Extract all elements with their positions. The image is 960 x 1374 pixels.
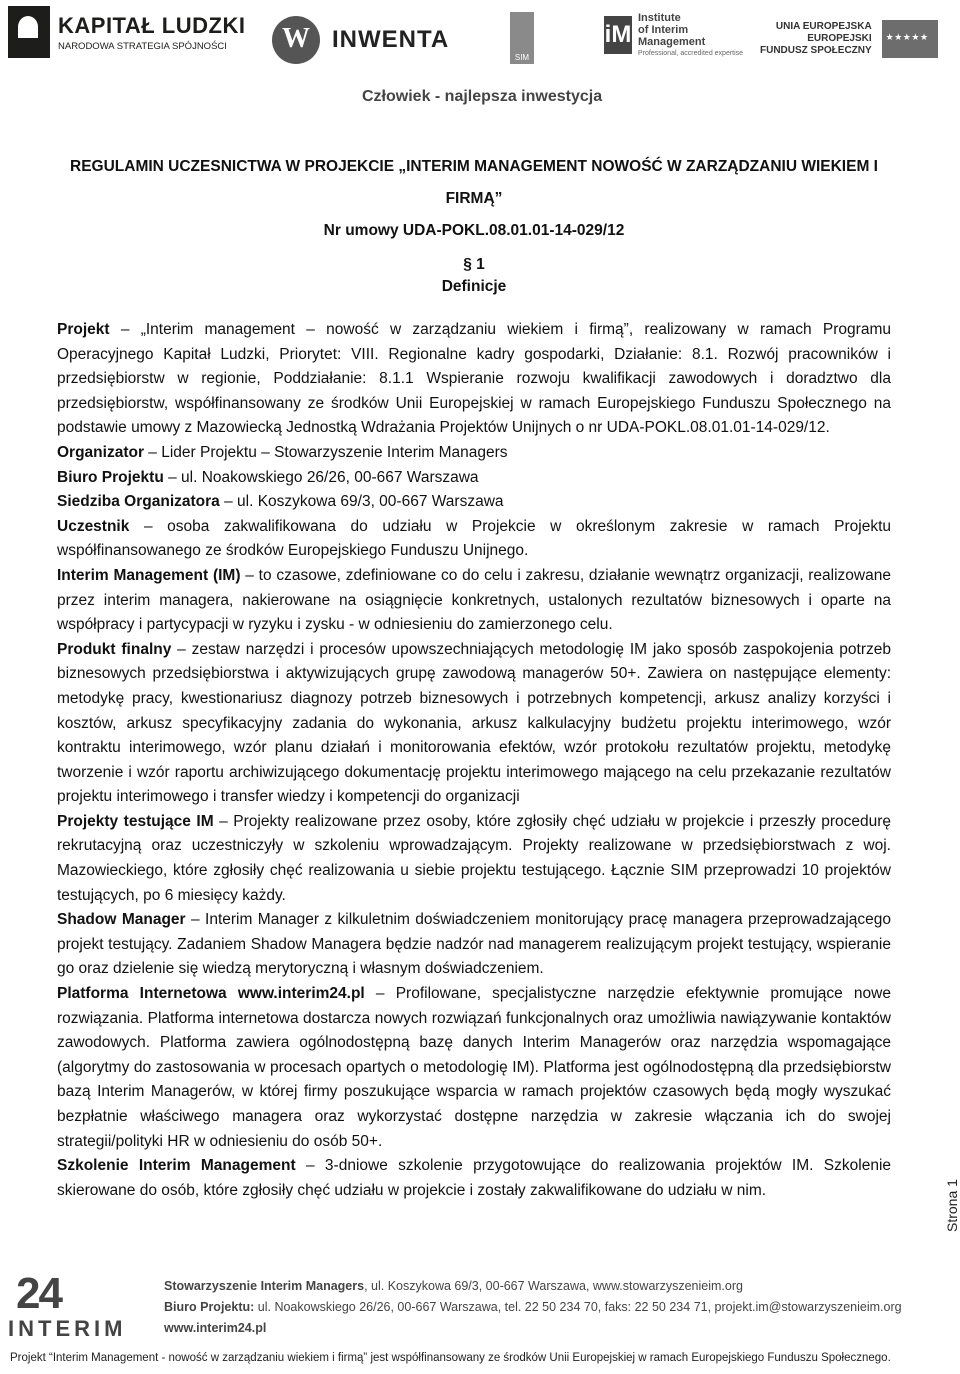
definition-term: Projekt <box>57 321 110 338</box>
definition-term: Szkolenie Interim Management <box>57 1157 296 1175</box>
website-link[interactable]: www.interim24.pl <box>164 1321 267 1335</box>
definition-paragraph <box>57 515 891 564</box>
section-number: § 1 <box>463 256 485 273</box>
footer-line-association <box>164 1276 902 1297</box>
definition-term: Biuro Projektu <box>57 468 164 486</box>
definition-paragraph <box>57 982 891 1154</box>
contract-number: Nr umowy UDA-POKL.08.01.01-14-029/12 <box>323 222 625 239</box>
definition-term: Interim Management (IM) <box>57 566 241 584</box>
definition-text: – 3-dniowe szkolenie przygotowujące do realizowania projektów IM. Szkolenie skierowane do osób, które zgłosiły chęć udziału w projekcie i zostały zakwalifikowane do udziału w nim. <box>57 1157 892 1199</box>
footer-cofinancing-note: Projekt “Interim Management - nowość w zarządzaniu wiekiem i firmą” jest współfinansowany ze środków Unii Europejskiej w ramach Europejskiego Funduszu Społecznego. <box>10 1352 891 1364</box>
definitions-body <box>57 318 891 1203</box>
definition-paragraph <box>57 1154 891 1203</box>
definition-text: – Projekty realizowane przez osoby, które zgłosiły chęć udziału w projekcie i przeszły procedurę rekrutacyjną oraz uczestniczyły w szkoleniu wprowadzającym. Projekty realizowane w przedsiębiorstwach z woj. Mazowieckiego, które zgłosiły chęć realizowania u siebie projektu testującego. Łącznie SIM przeprowadzi 10 projektów testujących, po 6 miesięcy każdy. <box>57 812 892 904</box>
definition-text: – ul. Koszykowa 69/3, 00-667 Warszawa <box>219 493 504 511</box>
kapital-ludzki-emblem-icon <box>8 6 50 58</box>
definition-text: – to czasowe, zdefiniowane co do celu i zakresu, działanie wewnątrz organizacji, realizowane przez interim managera, nakierowane na osiągnięcie konkretnych, ustalonych rezultatów biznesowych i oparte na współpracy i partycypacji w ryzyku i zysku - w odniesieniu do zamierzonego celu. <box>57 566 891 634</box>
inwenta-name: INWENTA <box>332 26 450 53</box>
office-address: ul. Noakowskiego 26/26, 00-667 Warszawa, tel. 22 50 234 70, faks: 22 50 234 71, projekt.im@stowarzyszenieim.org <box>254 1300 902 1314</box>
definition-term: Projekty testujące IM <box>57 812 214 830</box>
definition-text: – Lider Projektu – Stowarzyszenie Interim Managers <box>143 443 508 461</box>
section-title: Definicje <box>441 278 507 295</box>
definition-paragraph <box>57 810 891 908</box>
definition-text: – zestaw narzędzi i procesów upowszechniających metodologię IM jako sposób zaspokojenia potrzeb biznesowych przedsiębiorstwa i aktywizujących grupę zawodową managerów 50+. Zawiera on następujące elementy: metodykę pracy, kwestionariusz diagnozy potrzeb biznesowych i potrzebnych kompetencji, arkusz analizy korzyści i kosztów, arkusz specyfikacyjny zadania do wykonania, arkusz kalkulacyjny budżetu projektu interimowego, wzór kontraktu interimowego, wzór planu działań i monitorowania efektów, wzór protokołu rezultatów projektu, metodykę tworzenie i wzór raportu archiwizującego dokumentację projektu interimowego mającego na celu przekazanie rezultatów projektu interimowego i transfer wiedzy i kompetencji do organizacji <box>57 640 891 806</box>
interim24-logo <box>8 1269 148 1342</box>
office-label: Biuro Projektu: <box>164 1300 255 1314</box>
definition-term: Platforma Internetowa www.interim24.pl <box>57 985 365 1003</box>
eu-flag-icon <box>882 20 938 58</box>
kapital-ludzki-logo <box>8 6 245 58</box>
document-title-line2: FIRMĄ” <box>445 190 503 207</box>
inwenta-emblem-icon <box>272 16 320 64</box>
iim-logo <box>604 12 743 57</box>
iim-emblem-icon: iM <box>604 16 632 54</box>
definition-paragraph <box>57 638 891 810</box>
definition-paragraph <box>57 466 891 491</box>
ue-line1: UNIA EUROPEJSKA <box>775 21 872 32</box>
interim24-number: 24 <box>16 1269 61 1318</box>
definition-paragraph <box>57 908 891 982</box>
eu-logo <box>760 20 938 58</box>
definition-text: – Interim Manager z kilkuletnim doświadczeniem monitorujący pracę managera przeprowadzającego projekt testujący. Zadaniem Shadow Managera będzie nadzór nad managerem realizującym projekt testujący, wspieranie go oraz dzielenie się wiedzą merytoryczną i własnym doświadczeniem. <box>57 911 892 978</box>
iim-tagline: Professional, accredited expertise <box>638 50 744 57</box>
definition-paragraph <box>57 318 891 441</box>
iim-line2: of Interim <box>638 24 689 36</box>
definition-text: – Profilowane, specjalistyczne narzędzie efektywnie promujące nowe rozwiązania. Platforma internetowa dostarcza nowych rozwiązań funkcjonalnych oraz umożliwia nawiązywanie kontaktów zawodowych. Platforma zawiera ogólnodostępną bazę danych Interim Managerów oraz narzędzia wspomagające (algorytmy do zastosowania w procesach opartych o metodologię IM). Platforma jest ogólnodostępną dla przedsiębiorstw bazą Interim Managerów, w której firmy poszukujące wsparcia w ramach projektów czasowych będą mogły wyszukać bezpłatnie właściwego managera oraz wykorzystać dostępne narzędzia w zakresie włączania ich do swojej strategii/polityki HR w odniesieniu do osób 50+. <box>57 985 891 1150</box>
definition-term: Produkt finalny <box>57 640 172 658</box>
inwenta-logo <box>272 16 449 64</box>
footer-website[interactable] <box>164 1318 902 1339</box>
definition-term: Organizator <box>57 443 144 461</box>
definition-paragraph <box>57 441 891 466</box>
ue-line2: EUROPEJSKI <box>807 33 872 44</box>
definition-term: Siedziba Organizatora <box>57 493 220 511</box>
ue-line3: FUNDUSZ SPOŁECZNY <box>760 45 872 56</box>
footer-contact <box>164 1276 902 1339</box>
motto: Człowiek - najlepsza inwestycja <box>362 88 603 105</box>
sim-logo: SIM <box>510 12 534 64</box>
footer-line-office <box>164 1297 902 1318</box>
interim24-word: INTERIM <box>8 1316 127 1341</box>
definition-text: – osoba zakwalifikowana do udziału w Projekcie w określonym zakresie w ramach Projektu współfinansowanego ze środków Europejskiego Funduszu Unijnego. <box>57 517 891 560</box>
kl-subtitle: NARODOWA STRATEGIA SPÓJNOŚCI <box>58 40 227 52</box>
definition-paragraph <box>57 490 891 515</box>
iim-line1: Institute <box>638 12 681 24</box>
iim-line3: Management <box>638 36 706 48</box>
kl-title: KAPITAŁ LUDZKI <box>58 12 246 38</box>
definition-text: – ul. Noakowskiego 26/26, 00-667 Warszawa <box>163 468 479 486</box>
definition-text: – „Interim management – nowość w zarządzaniu wiekiem i firmą”, realizowany w ramach Programu Operacyjnego Kapitał Ludzki, Priorytet: VIII. Regionalne kadry gospodarki, Działanie: 8.1. Rozwój pracowników i przedsiębiorstw w regionie, Poddziałanie: 8.1.1 Wspieranie rozwoju kwalifikacji zawodowych i doradztwo dla przedsiębiorstw, współfinansowany ze środków Unii Europejskiej w ramach Europejskiego Funduszu Społecznego na podstawie umowy z Mazowiecką Jednostką Wdrażania Projektów Unijnych o nr UDA-POKL.08.01.01-14-029/12. <box>57 321 891 437</box>
association-address: , ul. Koszykowa 69/3, 00-667 Warszawa, www.stowarzyszenieim.org <box>364 1279 743 1293</box>
definition-term: Uczestnik <box>57 517 130 535</box>
definition-term: Shadow Manager <box>57 911 186 929</box>
header <box>0 0 960 120</box>
association-name: Stowarzyszenie Interim Managers <box>164 1279 365 1293</box>
page-number-label: Strona 1 <box>944 1179 960 1232</box>
definition-paragraph <box>57 564 891 638</box>
document-title-line1: REGULAMIN UCZESNICTWA W PROJEKCIE „INTERIM MANAGEMENT NOWOŚĆ W ZARZĄDZANIU WIEKIEM I <box>70 158 878 175</box>
